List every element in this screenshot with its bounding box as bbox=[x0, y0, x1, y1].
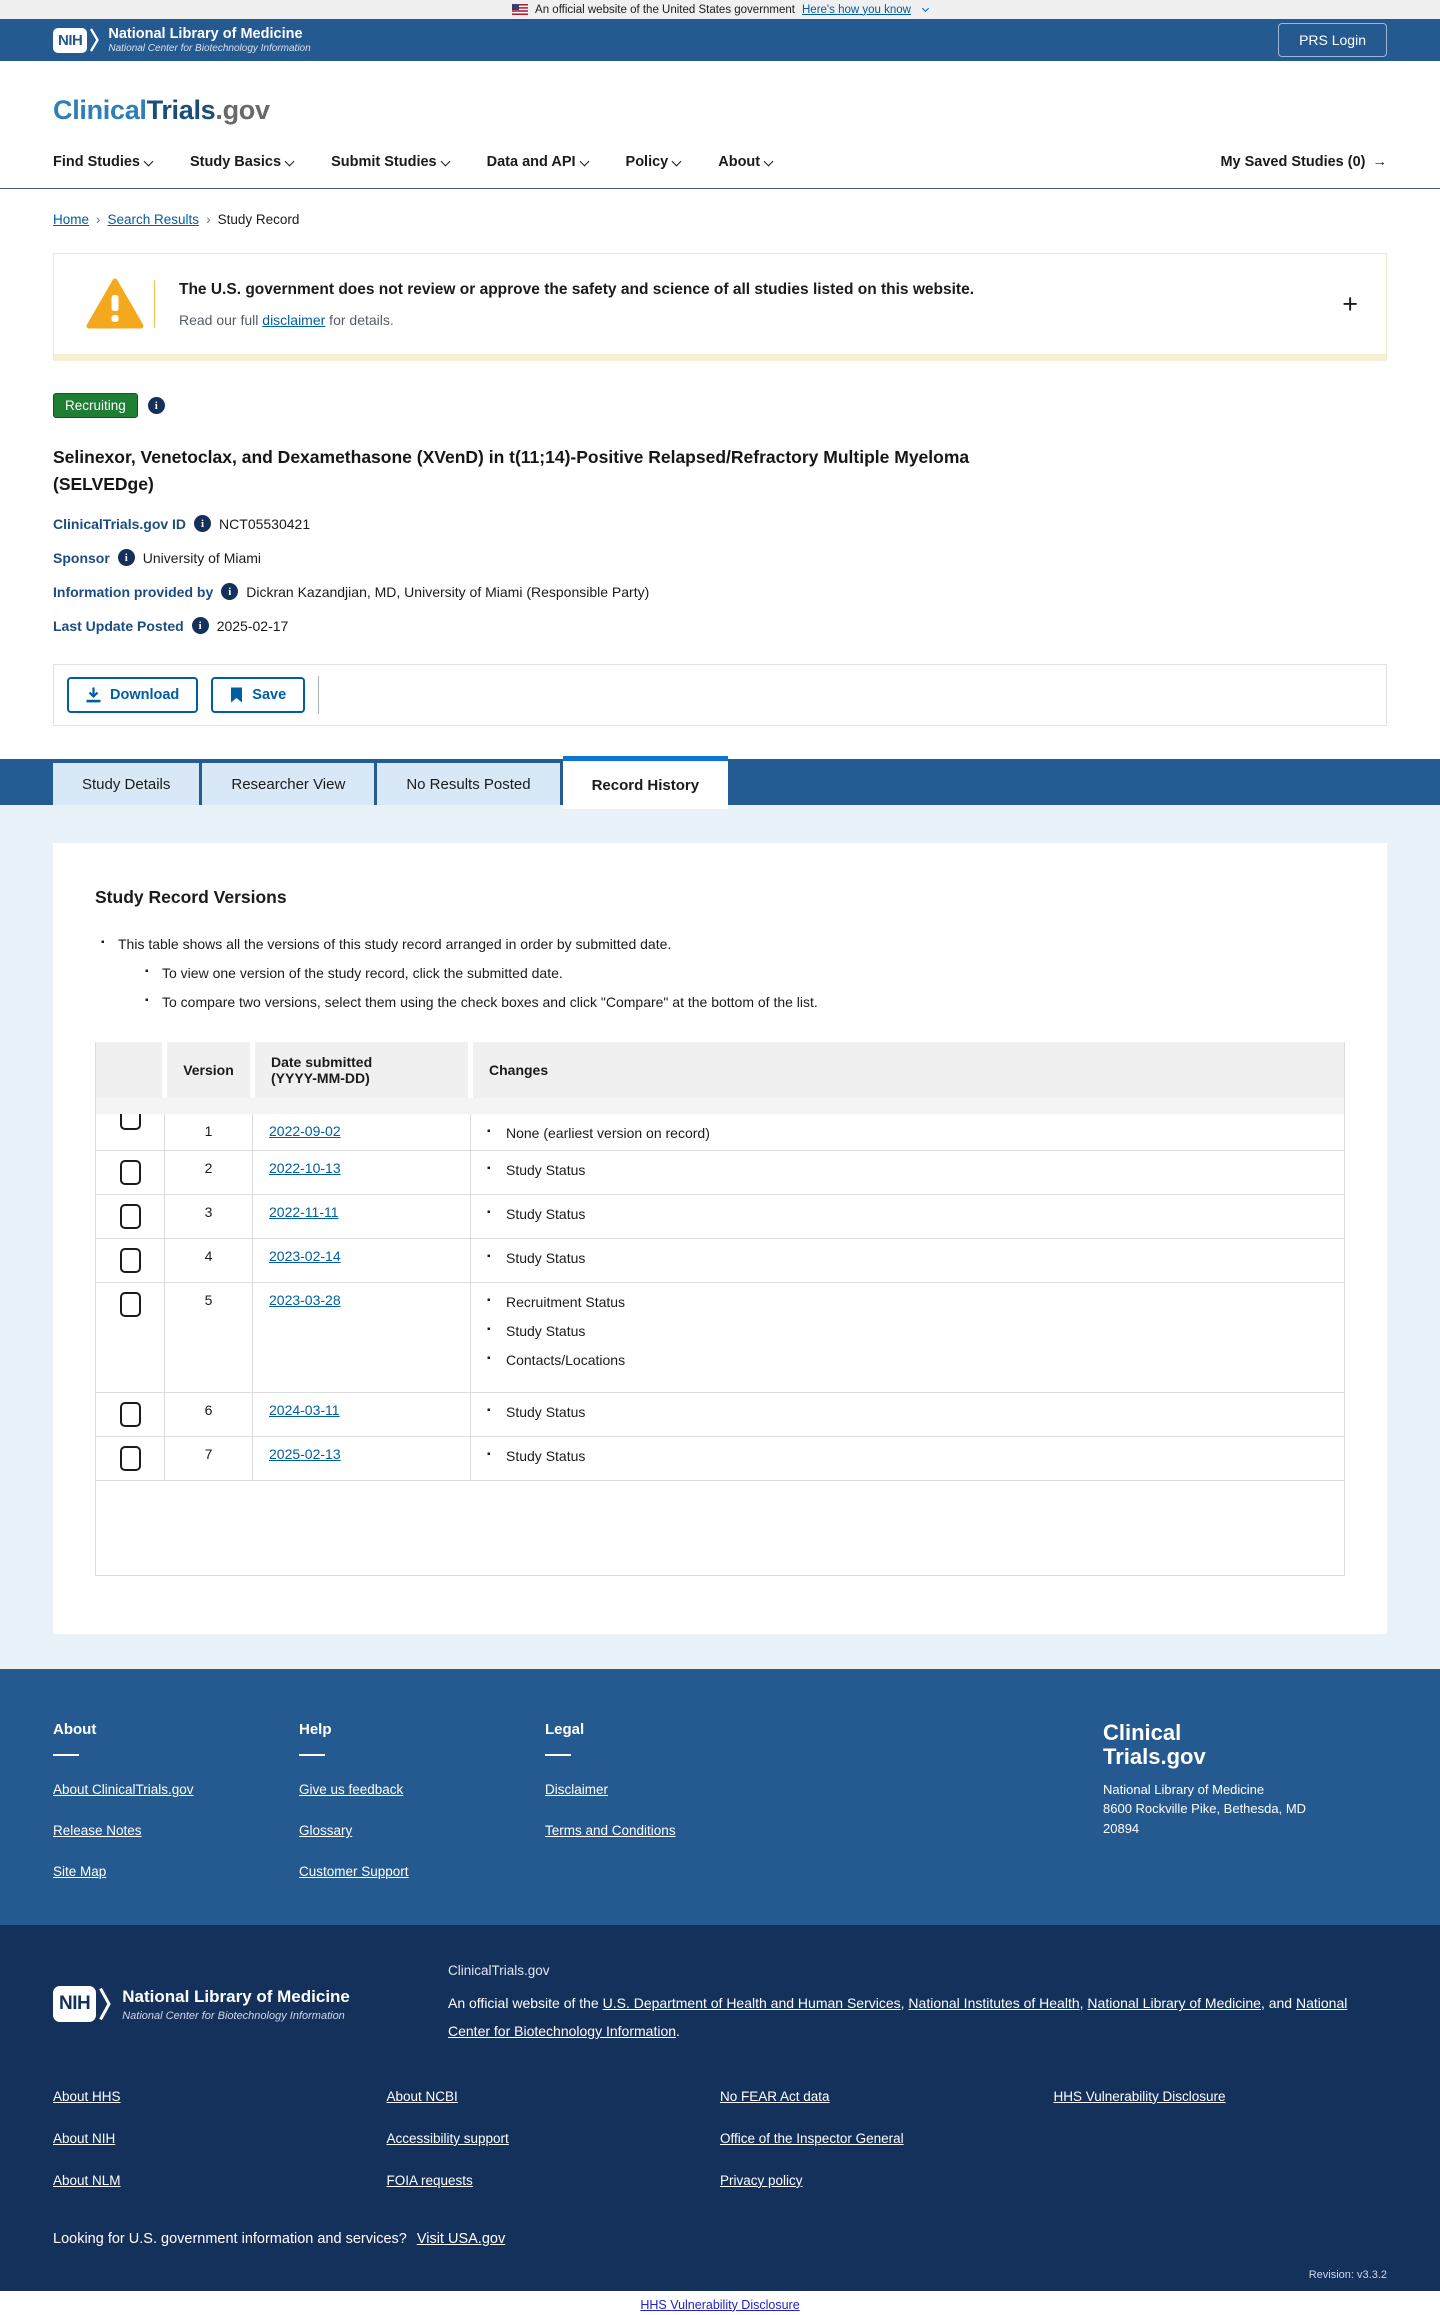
breadcrumb-separator: › bbox=[96, 212, 101, 227]
meta-label: ClinicalTrials.gov ID bbox=[53, 515, 187, 532]
footer-link-give-us-feedback[interactable]: Give us feedback bbox=[299, 1782, 404, 1798]
footer-heading: Help bbox=[299, 1721, 332, 1739]
disclaimer-body bbox=[179, 281, 1322, 328]
version-number: 4 bbox=[165, 1239, 253, 1283]
usa-gov-line bbox=[53, 2231, 1387, 2247]
date-header-line1: Date submitted bbox=[271, 1054, 373, 1071]
meta-label: Information provided by bbox=[53, 583, 214, 600]
link-hhs-vulnerability-disclosure[interactable]: HHS Vulnerability Disclosure bbox=[1053, 2088, 1226, 2104]
grid-column bbox=[53, 2089, 387, 2215]
chevron-down-icon bbox=[440, 156, 450, 166]
table-row bbox=[96, 1195, 1345, 1239]
nav-label: Data and API bbox=[486, 154, 576, 170]
tab-record-history[interactable]: Record History bbox=[563, 756, 729, 809]
change-item: ▪ Study Status bbox=[487, 1404, 1328, 1420]
subfooter-link-grid bbox=[53, 2089, 1387, 2215]
table-row bbox=[96, 1283, 1345, 1393]
divider bbox=[154, 280, 155, 328]
table-row bbox=[96, 1114, 1345, 1151]
note-text: To compare two versions, select them using the check boxes and click "Compare" at the bottom of the list. bbox=[162, 994, 818, 1011]
table-footer-area bbox=[96, 1481, 1345, 1576]
info-icon[interactable]: i bbox=[192, 617, 209, 634]
link-privacy-policy[interactable]: Privacy policy bbox=[720, 2172, 803, 2188]
footer-link-site-map[interactable]: Site Map bbox=[53, 1864, 107, 1880]
meta-row-information-provided-by bbox=[53, 583, 1387, 600]
disclaimer-text bbox=[179, 312, 1322, 328]
study-meta bbox=[53, 515, 1387, 634]
download-label: Download bbox=[110, 687, 180, 704]
version-date-link[interactable]: 2022-09-02 bbox=[269, 1123, 341, 1140]
info-icon[interactable]: i bbox=[194, 515, 211, 532]
chevron-down-icon bbox=[579, 156, 589, 166]
official-website-statement bbox=[448, 1990, 1387, 2045]
meta-label: Sponsor bbox=[53, 549, 110, 566]
chevron-down-icon bbox=[144, 156, 154, 166]
footer-column-help bbox=[299, 1721, 545, 1879]
disclaimer-banner bbox=[53, 253, 1387, 361]
change-item: ▪ Study Status bbox=[487, 1323, 1328, 1339]
nlm-title: National Library of Medicine bbox=[108, 26, 303, 43]
divider bbox=[318, 676, 319, 714]
divider bbox=[299, 1754, 325, 1756]
note-item bbox=[101, 936, 1345, 1010]
version-number: 6 bbox=[165, 1393, 253, 1437]
download-button[interactable] bbox=[67, 677, 198, 713]
link-about-nih[interactable]: About NIH bbox=[53, 2130, 116, 2146]
logo-trials: Trials bbox=[146, 95, 216, 125]
nav-about[interactable] bbox=[718, 154, 772, 170]
version-number: 7 bbox=[165, 1437, 253, 1481]
clinicaltrials-logo[interactable] bbox=[53, 95, 1387, 126]
site-name: ClinicalTrials.gov bbox=[448, 1963, 550, 1979]
table-header-row bbox=[96, 1042, 1345, 1098]
meta-label: Last Update Posted bbox=[53, 617, 184, 634]
chevron-down-icon bbox=[285, 156, 295, 166]
statement-prefix: An official website of the bbox=[448, 1995, 603, 2012]
clinicaltrials-footer-logo bbox=[1103, 1721, 1387, 1769]
version-checkbox[interactable] bbox=[120, 1114, 141, 1130]
version-date-link[interactable]: 2022-11-11 bbox=[269, 1204, 339, 1221]
change-item: ▪ Study Status bbox=[487, 1162, 1328, 1178]
visit-usa-gov-link[interactable]: Visit USA.gov bbox=[416, 2230, 506, 2247]
my-saved-studies-link[interactable] bbox=[1220, 154, 1387, 170]
chevron-down-icon bbox=[672, 156, 682, 166]
footer-logo-block bbox=[1103, 1721, 1387, 1879]
footer-link-about-clinicaltrials[interactable]: About ClinicalTrials.gov bbox=[53, 1782, 194, 1798]
site-header bbox=[0, 61, 1440, 188]
address-line: 20894 bbox=[1103, 1820, 1140, 1836]
change-item: ▪ Study Status bbox=[487, 1206, 1328, 1222]
separator: , bbox=[900, 1995, 909, 2012]
footer-column-legal bbox=[545, 1721, 791, 1879]
content-band bbox=[0, 805, 1440, 1669]
footer-heading: Legal bbox=[545, 1721, 585, 1739]
prs-login-button[interactable]: PRS Login bbox=[1278, 23, 1387, 57]
footer-link-terms-and-conditions[interactable]: Terms and Conditions bbox=[545, 1823, 676, 1839]
address-line: 8600 Rockville Pike, Bethesda, MD bbox=[1103, 1801, 1307, 1817]
status-row bbox=[53, 393, 1387, 418]
disclaimer-text-prefix: Read our full bbox=[179, 311, 263, 328]
ncbi-link[interactable]: National Center for Biotechnology Information bbox=[448, 1995, 1348, 2039]
bottom-strip bbox=[0, 2291, 1440, 2315]
nlm-footer-logo bbox=[53, 1963, 448, 2045]
site-footer bbox=[0, 1669, 1440, 1925]
breadcrumb-current: Study Record bbox=[217, 212, 300, 227]
changes-column-header: Changes bbox=[471, 1042, 1345, 1098]
nav-label: Submit Studies bbox=[331, 154, 437, 170]
header-spacer-row bbox=[96, 1098, 1345, 1114]
chevron-down-icon bbox=[764, 156, 774, 166]
version-number: 3 bbox=[165, 1195, 253, 1239]
table-row bbox=[96, 1239, 1345, 1283]
link-about-hhs[interactable]: About HHS bbox=[53, 2088, 121, 2104]
version-column-header: Version bbox=[165, 1042, 253, 1098]
link-about-ncbi[interactable]: About NCBI bbox=[386, 2088, 458, 2104]
meta-row-nct-id bbox=[53, 515, 1387, 532]
version-date-link[interactable]: 2022-10-13 bbox=[269, 1160, 341, 1177]
footer-link-release-notes[interactable]: Release Notes bbox=[53, 1823, 142, 1839]
versions-notes bbox=[101, 936, 1345, 1010]
versions-table bbox=[95, 1042, 1345, 1576]
info-icon[interactable]: i bbox=[118, 549, 135, 566]
nav-label: Study Basics bbox=[190, 154, 282, 170]
logo-clinical: Clinical bbox=[53, 95, 147, 125]
nav-submit-studies[interactable] bbox=[331, 154, 449, 170]
version-checkbox[interactable] bbox=[120, 1446, 141, 1471]
table-row bbox=[96, 1437, 1345, 1481]
nct-id-value: NCT05530421 bbox=[219, 515, 311, 532]
info-icon[interactable]: i bbox=[221, 583, 238, 600]
official-website-text: An official website of the United States government bbox=[535, 3, 795, 16]
date-column-header bbox=[253, 1042, 471, 1098]
link-accessibility-support[interactable]: Accessibility support bbox=[386, 2130, 509, 2146]
period: . bbox=[676, 2022, 680, 2039]
hhs-vulnerability-disclosure-link[interactable]: HHS Vulnerability Disclosure bbox=[640, 2297, 800, 2312]
nlm-title: National Library of Medicine bbox=[122, 1986, 350, 2006]
saved-studies-label: My Saved Studies (0) bbox=[1220, 154, 1366, 170]
separator: , and bbox=[1260, 1995, 1296, 2012]
meta-row-last-update-posted bbox=[53, 617, 1387, 634]
link-about-nlm[interactable]: About NLM bbox=[53, 2172, 121, 2188]
nav-find-studies[interactable] bbox=[53, 154, 152, 170]
footer-logo-line1: Clinical bbox=[1103, 1720, 1182, 1746]
version-date-link[interactable]: 2025-02-13 bbox=[269, 1446, 341, 1463]
link-no-fear-act[interactable]: No FEAR Act data bbox=[720, 2088, 830, 2104]
last-update-posted-value: 2025-02-17 bbox=[216, 617, 289, 634]
version-date-link[interactable]: 2023-03-28 bbox=[269, 1292, 341, 1309]
footer-column-about bbox=[53, 1721, 299, 1879]
change-item: ▪ Study Status bbox=[487, 1250, 1328, 1266]
note-text: To view one version of the study record, click the submitted date. bbox=[162, 965, 563, 982]
hhs-link[interactable]: U.S. Department of Health and Human Services bbox=[602, 1995, 901, 2012]
table-row bbox=[96, 1151, 1345, 1195]
record-toolbar bbox=[53, 664, 1387, 726]
divider bbox=[545, 1754, 571, 1756]
separator: , bbox=[1079, 1995, 1088, 2012]
main-nav bbox=[53, 154, 1387, 188]
change-item: ▪ None (earliest version on record) bbox=[487, 1125, 1328, 1141]
download-icon bbox=[86, 687, 101, 703]
arrow-right-icon: → bbox=[1372, 154, 1387, 170]
nav-study-basics[interactable] bbox=[190, 154, 293, 170]
nih-logo-text: NIH bbox=[53, 1986, 96, 2022]
nih-logo bbox=[53, 28, 99, 53]
disclaimer-link[interactable]: disclaimer bbox=[262, 311, 326, 328]
change-item: ▪ Recruitment Status bbox=[487, 1294, 1328, 1310]
grid-column bbox=[1054, 2089, 1388, 2215]
record-tabs bbox=[0, 759, 1440, 805]
version-number: 5 bbox=[165, 1283, 253, 1393]
version-checkbox[interactable] bbox=[120, 1248, 141, 1273]
breadcrumb-home[interactable]: Home bbox=[53, 212, 90, 227]
ncbi-subtitle: National Center for Biotechnology Information bbox=[122, 2009, 345, 2022]
logo-gov: .gov bbox=[215, 95, 270, 125]
note-item bbox=[145, 965, 1345, 981]
nlm-header-text bbox=[108, 26, 310, 54]
nih-logo-chevron-icon bbox=[99, 1987, 111, 2021]
nav-label: About bbox=[718, 154, 761, 170]
version-number: 2 bbox=[165, 1151, 253, 1195]
link-foia-requests[interactable]: FOIA requests bbox=[386, 2172, 473, 2188]
save-label: Save bbox=[252, 687, 287, 704]
footer-link-customer-support[interactable]: Customer Support bbox=[299, 1864, 409, 1880]
information-provided-by-value: Dickran Kazandjian, MD, University of Miami (Responsible Party) bbox=[246, 583, 650, 600]
bookmark-icon bbox=[230, 687, 243, 703]
ncbi-subtitle: National Center for Biotechnology Information bbox=[108, 42, 311, 54]
sponsor-value: University of Miami bbox=[142, 549, 262, 566]
chevron-down-icon[interactable] bbox=[922, 5, 929, 12]
version-checkbox[interactable] bbox=[120, 1402, 141, 1427]
tab-no-results-posted[interactable]: No Results Posted bbox=[377, 763, 559, 805]
nav-data-and-api[interactable] bbox=[487, 154, 588, 170]
version-checkbox[interactable] bbox=[120, 1160, 141, 1185]
breadcrumb-separator: › bbox=[206, 212, 211, 227]
nlm-link[interactable]: National Library of Medicine bbox=[1087, 1995, 1261, 2012]
address-line: National Library of Medicine bbox=[1103, 1781, 1265, 1797]
revision-label: Revision: v3.3.2 bbox=[1308, 2268, 1387, 2281]
disclaimer-heading: The U.S. government does not review or approve the safety and science of all studies listed on this website. bbox=[179, 280, 975, 298]
nav-label: Find Studies bbox=[53, 154, 140, 170]
link-inspector-general[interactable]: Office of the Inspector General bbox=[720, 2130, 904, 2146]
note-item bbox=[145, 994, 1345, 1010]
nih-logo-chevron-icon bbox=[90, 28, 99, 52]
change-item: ▪ Study Status bbox=[487, 1448, 1328, 1464]
date-header-line2: (YYYY-MM-DD) bbox=[271, 1070, 370, 1087]
nih-link[interactable]: National Institutes of Health bbox=[908, 1995, 1080, 2012]
study-title: Selinexor, Venetoclax, and Dexamethasone (XVenD) in t(11;14)-Positive Relapsed/Refractory Multiple Myeloma (SELVEDge) bbox=[53, 447, 970, 495]
nih-header bbox=[0, 19, 1440, 61]
save-button[interactable] bbox=[211, 677, 305, 713]
heres-how-you-know-link[interactable]: Here's how you know bbox=[802, 3, 911, 16]
us-flag-icon bbox=[512, 4, 528, 15]
grid-column bbox=[720, 2089, 1054, 2215]
warning-icon bbox=[76, 278, 154, 330]
footer-address bbox=[1103, 1780, 1387, 1839]
version-date-link[interactable]: 2024-03-11 bbox=[269, 1402, 340, 1419]
footer-link-disclaimer[interactable]: Disclaimer bbox=[545, 1782, 609, 1798]
nav-policy[interactable] bbox=[626, 154, 681, 170]
version-checkbox[interactable] bbox=[120, 1204, 141, 1229]
version-date-link[interactable]: 2023-02-14 bbox=[269, 1248, 341, 1265]
footer-heading: About bbox=[53, 1721, 97, 1739]
version-checkbox[interactable] bbox=[120, 1292, 141, 1317]
expand-icon[interactable]: + bbox=[1342, 288, 1358, 319]
version-number: 1 bbox=[165, 1114, 253, 1151]
nih-logo-text: NIH bbox=[53, 28, 87, 53]
breadcrumb-search-results[interactable]: Search Results bbox=[107, 212, 200, 227]
table-row bbox=[96, 1393, 1345, 1437]
nav-label: Policy bbox=[625, 154, 669, 170]
disclaimer-text-suffix: for details. bbox=[325, 311, 394, 328]
info-icon[interactable]: i bbox=[148, 397, 165, 414]
checkbox-column-header bbox=[96, 1042, 165, 1098]
breadcrumb bbox=[0, 189, 1440, 235]
study-record-versions-card bbox=[53, 843, 1387, 1634]
change-item: ▪ Contacts/Locations bbox=[487, 1352, 1328, 1368]
section-title: Study Record Versions bbox=[95, 887, 287, 908]
note-text: This table shows all the versions of this study record arranged in order by submitted date. bbox=[118, 936, 672, 953]
footer-logo-line2: Trials.gov bbox=[1103, 1744, 1206, 1769]
grid-column bbox=[387, 2089, 721, 2215]
status-badge: Recruiting bbox=[53, 393, 138, 418]
usa-gov-text: Looking for U.S. government information and services? bbox=[53, 2230, 407, 2247]
tab-researcher-view[interactable]: Researcher View bbox=[202, 763, 374, 805]
divider bbox=[53, 1754, 79, 1756]
nlm-subfooter bbox=[0, 1925, 1440, 2291]
gov-banner bbox=[0, 0, 1440, 19]
meta-row-sponsor bbox=[53, 549, 1387, 566]
footer-link-glossary[interactable]: Glossary bbox=[299, 1823, 353, 1839]
tab-study-details[interactable]: Study Details bbox=[53, 763, 199, 805]
